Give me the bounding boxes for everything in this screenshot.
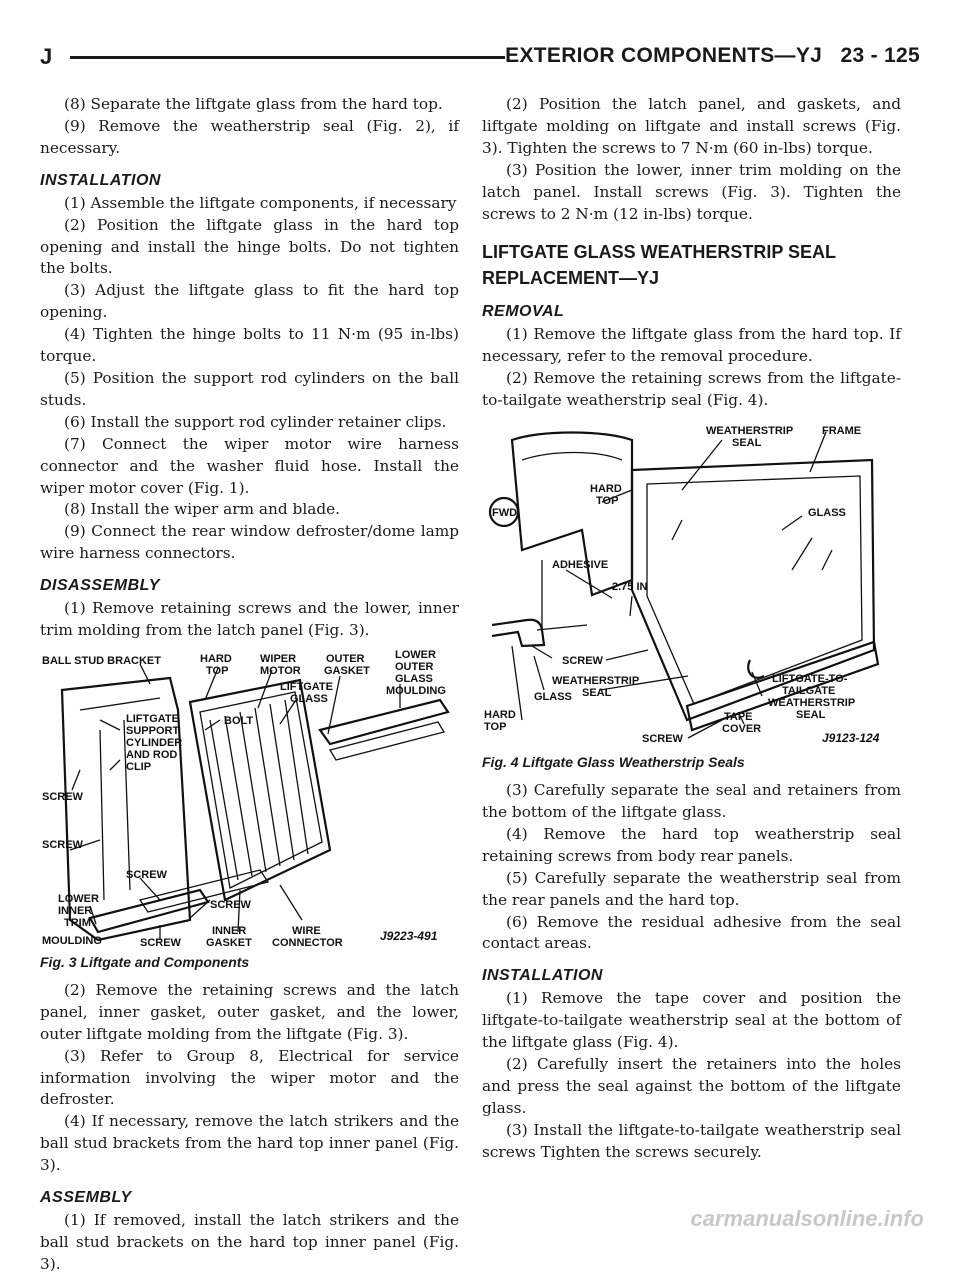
paragraph: (3) Refer to Group 8, Electrical for service information involving the wiper motor and the defroster. xyxy=(40,1046,459,1109)
defroster-lines xyxy=(210,700,308,880)
section-heading-line-2: REPLACEMENT—YJ xyxy=(482,268,660,289)
right-column xyxy=(482,94,901,1164)
hard-top-detail xyxy=(522,453,622,631)
paragraph: (1) Assemble the liftgate components, if necessary xyxy=(64,193,457,212)
fig4-caption: Fig. 4 Liftgate Glass Weatherstrip Seals xyxy=(482,754,745,771)
paragraph: (3) Position the lower, inner trim molding on the latch panel. Install screws (Fig. 3). Tighten the screws to 2 N·m (12 in-lbs) torque. xyxy=(482,160,901,223)
section-heading-line-1: LIFTGATE GLASS WEATHERSTRIP SEAL xyxy=(482,242,837,263)
label-screw: SCREW xyxy=(126,868,167,881)
label-hard-top-lower: TOP xyxy=(484,721,507,734)
paragraph: (4) If necessary, remove the latch strikers and the ball stud brackets from the hard top inner panel (Fig. 3). xyxy=(40,1112,459,1175)
removal-heading: REMOVAL xyxy=(482,303,565,321)
label-wiper-motor: MOTOR xyxy=(260,664,301,677)
section-heading xyxy=(482,239,901,291)
fig4-weatherstrip-diagram xyxy=(482,420,901,750)
label-outer-gasket: OUTER xyxy=(326,652,365,665)
paragraph: (8) Separate the liftgate glass from the hard top. xyxy=(64,95,443,113)
label-screw: SCREW xyxy=(210,898,251,911)
assembly-heading: ASSEMBLY xyxy=(40,1189,132,1207)
label-ball-stud-bracket: BALL STUD BRACKET xyxy=(42,654,161,667)
paragraph: (3) Carefully separate the seal and retainers from the bottom of the liftgate glass. xyxy=(482,781,901,821)
label-liftgate-to-tailgate-seal: LIFTGATE-TO- xyxy=(772,673,848,686)
label-wire-connector: CONNECTOR xyxy=(272,936,343,949)
label-liftgate-support: LIFTGATE xyxy=(126,712,179,725)
label-lower-inner-trim-moulding: INNER xyxy=(58,904,93,917)
header-title-text: EXTERIOR COMPONENTS—YJ xyxy=(505,44,823,67)
header-letter: J xyxy=(40,44,53,69)
fig3-caption: Fig. 3 Liftgate and Components xyxy=(40,953,250,970)
label-screw: SCREW xyxy=(562,655,603,668)
label-liftgate-to-tailgate-seal: TAILGATE xyxy=(782,685,836,698)
paragraph: (2) Remove the retaining screws and the latch panel, inner gasket, outer gasket, and the lower, outer liftgate molding from the liftgate (Fig. 3). xyxy=(40,980,459,1043)
watermark: carmanualsonline.info xyxy=(690,1206,924,1231)
paragraph: (9) Remove the weatherstrip seal (Fig. 2), if necessary. xyxy=(40,116,459,157)
label-outer-gasket: GASKET xyxy=(324,664,370,677)
paragraph: (3) Install the liftgate-to-tailgate weatherstrip seal screws Tighten the screws securely. xyxy=(482,1120,901,1161)
installation-heading: INSTALLATION xyxy=(40,171,161,189)
header-title xyxy=(505,44,920,68)
paragraph: (2) Position the liftgate glass in the hard top opening and install the hinge bolts. Do not tighten the bolts. xyxy=(40,215,459,278)
label-weatherstrip-seal-lower: SEAL xyxy=(582,687,612,700)
paragraph: (1) If removed, install the latch strikers and the ball stud brackets on the hard top inner panel (Fig. 3). xyxy=(40,1211,459,1273)
label-wiper-motor: WIPER xyxy=(260,652,297,665)
label-lower-outer-glass-moulding: MOULDING xyxy=(386,684,446,697)
left-column xyxy=(40,94,459,1276)
label-hard-top: HARD xyxy=(590,483,622,496)
paragraph: (8) Install the wiper arm and blade. xyxy=(64,500,341,519)
paragraph: (5) Position the support rod cylinders on the ball studs. xyxy=(40,368,459,409)
label-liftgate-support: AND ROD xyxy=(126,748,178,761)
glass-reflection xyxy=(672,520,832,570)
label-lower-outer-glass-moulding: GLASS xyxy=(395,672,433,685)
label-wire-connector: WIRE xyxy=(292,924,321,937)
label-hard-top-lower: HARD xyxy=(484,709,516,722)
label-adhesive: ADHESIVE xyxy=(552,559,609,572)
cross-section-detail xyxy=(532,625,587,658)
label-screw: SCREW xyxy=(140,936,181,949)
liftgate-glass-frame xyxy=(190,680,330,900)
label-inner-gasket: GASKET xyxy=(206,936,252,949)
label-lower-inner-trim-moulding: LOWER xyxy=(58,892,99,905)
label-tape-cover: COVER xyxy=(722,723,762,736)
paragraph: (1) Remove the liftgate glass from the hard top. If necessary, refer to the removal procedure. xyxy=(482,325,901,366)
label-hard-top: TOP xyxy=(206,664,229,677)
label-glass-lower: GLASS xyxy=(534,691,572,704)
label-lower-outer-glass-moulding: OUTER xyxy=(395,660,434,673)
label-weatherstrip-seal: SEAL xyxy=(732,437,762,450)
fig3-liftgate-diagram xyxy=(40,650,459,950)
label-bolt: BOLT xyxy=(224,714,254,727)
label-liftgate-support: SUPPORT xyxy=(126,724,180,737)
label-frame: FRAME xyxy=(822,425,862,438)
header-rule xyxy=(70,56,505,59)
paragraph: (5) Carefully separate the weatherstrip seal from the rear panels and the hard top. xyxy=(482,868,901,909)
paragraph: (7) Connect the wiper motor wire harness connector and the washer fluid hose. Install the wiper motor cover (Fig. 1). xyxy=(40,434,459,497)
label-tape-cover: TAPE xyxy=(724,711,753,724)
figure-code: J9223-491 xyxy=(380,928,438,943)
label-lower-inner-trim-moulding: MOULDING xyxy=(42,934,102,947)
page-number: 23 - 125 xyxy=(840,44,920,67)
paragraph: (4) Remove the hard top weatherstrip seal retaining screws from body rear panels. xyxy=(482,824,901,865)
label-lower-outer-glass-moulding: LOWER xyxy=(395,649,436,661)
label-liftgate-glass: LIFTGATE xyxy=(280,680,333,693)
label-glass: GLASS xyxy=(808,507,846,520)
tape-cover xyxy=(748,660,764,678)
figure-code: J9123-124 xyxy=(822,731,880,746)
label-weatherstrip-seal-lower: WEATHERSTRIP xyxy=(552,675,640,688)
label-weatherstrip-seal: WEATHERSTRIP xyxy=(706,425,794,438)
label-liftgate-to-tailgate-seal: WEATHERSTRIP xyxy=(768,697,856,710)
label-screw-lower: SCREW xyxy=(642,733,683,746)
label-inner-gasket: INNER xyxy=(212,924,247,937)
installation-heading: INSTALLATION xyxy=(482,967,603,985)
label-screw: SCREW xyxy=(42,838,83,851)
label-hard-top: TOP xyxy=(596,495,619,508)
paragraph: (2) Carefully insert the retainers into the holes and press the seal against the bottom of the liftgate glass. xyxy=(482,1055,901,1117)
paragraph: (9) Connect the rear window defroster/dome lamp wire harness connectors. xyxy=(40,522,459,563)
paragraph: (6) Remove the residual adhesive from the seal contact areas. xyxy=(482,912,901,953)
paragraph: (1) Remove the tape cover and position the liftgate-to-tailgate weatherstrip seal at the bottom of the liftgate glass (Fig. 4). xyxy=(482,989,901,1052)
seal-cross-section xyxy=(492,620,544,646)
label-dimension: 2.75 IN xyxy=(612,581,648,594)
label-hard-top: HARD xyxy=(200,652,232,665)
label-liftgate-to-tailgate-seal: SEAL xyxy=(796,709,826,722)
page-header xyxy=(40,28,920,72)
disassembly-heading: DISASSEMBLY xyxy=(40,577,160,595)
paragraph: (1) Remove retaining screws and the lower, inner trim molding from the latch panel (Fig. 3). xyxy=(40,599,459,640)
paragraph: (3) Adjust the liftgate glass to fit the hard top opening. xyxy=(40,281,459,322)
label-liftgate-glass: GLASS xyxy=(290,692,328,705)
label-lower-inner-trim-moulding: TRIM xyxy=(64,916,91,929)
paragraph: (2) Position the latch panel, and gaskets, and liftgate molding on liftgate and install screws (Fig. 3). Tighten the screws to 7 N·m (60 in-lbs) torque. xyxy=(482,95,901,157)
label-fwd: FWD xyxy=(492,507,518,520)
label-liftgate-support: CLIP xyxy=(126,760,152,773)
paragraph: (2) Remove the retaining screws from the liftgate-to-tailgate weatherstrip seal (Fig. 4). xyxy=(482,369,901,410)
paragraph: (6) Install the support rod cylinder retainer clips. xyxy=(64,412,447,431)
paragraph: (4) Tighten the hinge bolts to 11 N·m (95 in-lbs) torque. xyxy=(40,325,459,366)
label-liftgate-support: CYLINDER xyxy=(126,736,183,749)
outer-moulding xyxy=(320,700,448,744)
label-screw: SCREW xyxy=(42,790,83,803)
